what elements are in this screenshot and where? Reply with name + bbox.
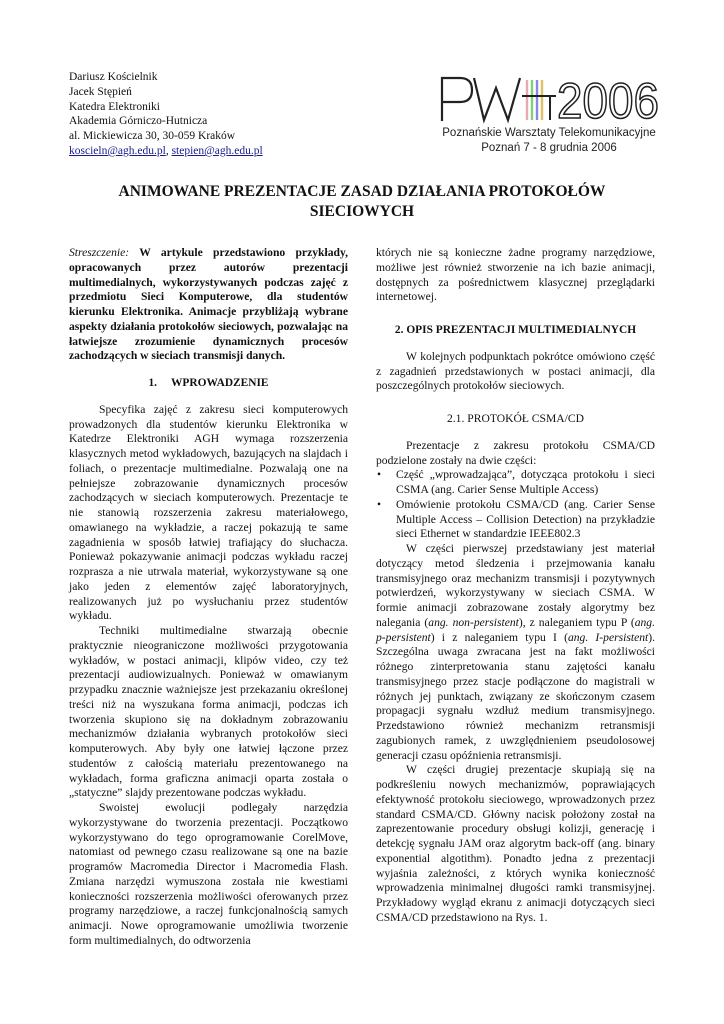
section-2-1-heading: 2.1. PROTOKÓŁ CSMA/CD <box>446 412 584 425</box>
abstract-text: W artykule przedstawiono przykłady, opracowanych przez autorów prezentacji multimedialnych, wykorzystywanych podczas zajęć z przedmiotu Sieci Komputerowe, dla studentów kierunku Elektronika. Animacje przybliżają wybrane aspekty działania protokołów sieciowych, pozwalając na łatwiejsze zrozumienie dynamicznych procesów zachodzących w sieciach transmisji danych. <box>69 246 348 363</box>
abstract <box>69 246 348 364</box>
section-1-heading <box>69 376 348 391</box>
para-text: ). Szczególna uwaga zwracana jest na fakt możliwości różnego zinterpretowania stanu zajętości kanału transmisyjnego przez stacje podłączone do magistrali w różnych jej punktach, związany ze skończonym czasem propagacji sygnału wzdłuż medium transmisyjnego. Przedstawiono również mechanizm retransmisji zagubionych ramek, z uwzględnieniem pseudolosowej generacji czasu opóźnienia retransmisji. <box>376 630 655 762</box>
email-link-2[interactable]: stepien@agh.edu.pl <box>171 144 263 157</box>
section-1-paragraph-3: Swoistej ewolucji podlegały narzędzia wykorzystywane do tworzenia prezentacji. Początkowo wykorzystywano do tego oprogramowanie CorelMove, natomiast od pewnego czasu realizowane są one na bazie programów Macromedia Director i Macromedia Flash. Zmiana narzędzi wymuszona została nie kwestiami konieczności rozszerzenia możliwości oferowanych przez programy narzędziowe, a raczej funkcjonalnością samych animacji. Nowe oprogramowanie umożliwia tworzenie form multimedialnych, do odtworzenia <box>69 801 348 947</box>
logo-letter-p <box>442 78 472 121</box>
section-2-1-bullet-list <box>376 468 655 542</box>
affiliation-university: Akademia Górniczo-Hutnicza <box>69 115 208 128</box>
logo-conference-date: Poznań 7 - 8 grudnia 2006 <box>481 142 617 154</box>
section-2-1-intro: Prezentacje z zakresu protokołu CSMA/CD podzielone zostały na dwie części: <box>376 438 655 467</box>
section-1-paragraph-2: Techniki multimedialne stwarzają obecnie praktycznie nieograniczone możliwości przygotowania wykładów, w postaci animacji, klipów video, czy też prezentacji audiowizualnych. Ponieważ w omawianym przypadku znacznie ważniejsze jest przekazaniu określonej treści niż na wyszukana forma animacji, podczas ich tworzenia skupiono się na dokładnym zobrazowaniu mechanizmów działania wybranych protokołów sieci komputerowych. Aby były one łatwiej łączone przez studentów z całością materiału prezentowanego na wykładach, forma graficzna animacji oparta została o „statyczne” slajdy prezentowane podczas wykładu. <box>69 624 348 800</box>
section-2-paragraph: W kolejnych podpunktach pokrótce omówiono część z zagadnień przedstawionych w postaci animacji, dla poszczególnych protokołów sieciowych. <box>376 349 655 393</box>
section-2-heading: 2. OPIS PREZENTACJI MULTIMEDIALNYCH <box>394 324 637 336</box>
author-emails <box>69 144 263 159</box>
affiliation-department: Katedra Elektroniki <box>69 100 161 113</box>
bullet-dot-icon: • <box>377 497 382 511</box>
author-name-2: Jacek Stępień <box>69 85 132 98</box>
section-1-paragraph-1: Specyfika zajęć z zakresu sieci komputerowych prowadzonych dla studentów kierunku Elektronika w Katedrze Elektroniki AGH wymaga rozszerzenia klasycznych metod wykładowych, bazujących na slajdach i foliach, o prezentacje multimedialne. Pozwalają one na pełniejsze zobrazowanie dynamicznych procesów zachodzących w sieciach komputerowych. Prezentacje te nie stanowią rozszerzenia zakresu materiałowego, omawianego na wykładzie, a raczej pokazują te same zagadnienia w sposób łatwiej trafiający do słuchacza. Ponieważ pokazywanie animacji podczas wykładu raczej rozprasza a nie utrwala materiał, wykorzystywane są one jako jeden z elementów zajęć laboratoryjnych, realizowanych już po wysłuchaniu przez studentów wykładu. <box>69 402 348 623</box>
pwt-logo-graphic <box>436 66 662 128</box>
section-1-number: 1. <box>148 377 158 389</box>
bullet-item-2 <box>376 498 655 542</box>
logo-letter-w <box>474 78 520 120</box>
paper-title-line-1: ANIMOWANE PREZENTACJE ZASAD DZIAŁANIA PROTOKOŁÓW <box>118 183 606 200</box>
conference-logo <box>436 66 662 162</box>
logo-conference-name: Poznańskie Warsztaty Telekomunikacyjne <box>442 127 656 139</box>
bullet-item-1-text: Część „wprowadzająca”, dotycząca protokołu i sieci CSMA (ang. Carier Sense Multiple Access) <box>396 468 655 496</box>
section-2-1-paragraph-2: W części drugiej prezentacje skupiają się na podkreśleniu nowych mechanizmów, poprawiających efektywność protokołu sieciowego, wprowadzonych przez standard CSMA/CD. Główny nacisk położony został na zaprezentowanie procedury obsługi kolizji, generację i detekcję sygnału JAM oraz algorytm back-off (ang. binary exponential algotithm). Ponadto jedna z prezentacji wyjaśnia zależności, z których wynika konieczność wprowadzenia minimalnej długości ramki transmisyjnej. Przykładowy wygląd ekranu z animacji dotyczących sieci CSMA/CD przedstawiono na Rys. 1. <box>376 763 655 924</box>
para-text: W części pierwszej przedstawiany jest materiał dotyczący metod śledzenia i przejmowania kanału transmisyjnego oraz mechanizm transmisji i pozytywnych potwierdzeń, wykorzystywany w sieciach CSMA. W formie animacji zobrazowane zostały algorytmy bez nalegania ( <box>376 542 655 629</box>
left-column <box>69 246 348 949</box>
section-1-title: WPROWADZENIE <box>171 377 269 389</box>
affiliation-address: al. Mickiewicza 30, 30-059 Kraków <box>69 130 236 143</box>
author-name-1: Dariusz Kościelnik <box>69 71 158 83</box>
para-term-p-persistent: ang. p-persistent <box>376 615 655 644</box>
paper-title-line-2: SIECIOWYCH <box>309 203 415 220</box>
para-text: ), z naleganiem typu P ( <box>518 615 635 629</box>
para-text: ) i z naleganiem typu I ( <box>430 630 568 644</box>
para-term-i-persistent: ang. I-persistent <box>567 630 649 644</box>
email-separator: , <box>165 144 172 157</box>
abstract-label: Streszczenie: <box>69 246 130 259</box>
right-column <box>376 246 655 926</box>
bullet-item-2-text: Omówienie protokołu CSMA/CD (ang. Carier Sense Multiple Access – Collision Detection) na przykładzie sieci Ethernet w standardzie IEEE802.3 <box>396 497 655 541</box>
para-term-non-persistent: ang. non-persistent <box>428 615 519 629</box>
right-column-continuation: których nie są konieczne żadne programy narzędziowe, możliwe jest również stworzenie na ich bazie animacji, dostępnych za pośrednictwem klasycznej przeglądarki internetowej. <box>376 246 655 304</box>
paper-title <box>70 182 654 222</box>
section-2-1-paragraph-1 <box>376 542 655 763</box>
bullet-dot-icon: • <box>377 468 382 482</box>
logo-year: 2006 <box>557 73 659 128</box>
author-block <box>69 70 263 159</box>
email-link-1[interactable]: koscieln@agh.edu.pl <box>69 144 166 157</box>
bullet-item-1 <box>376 468 655 498</box>
